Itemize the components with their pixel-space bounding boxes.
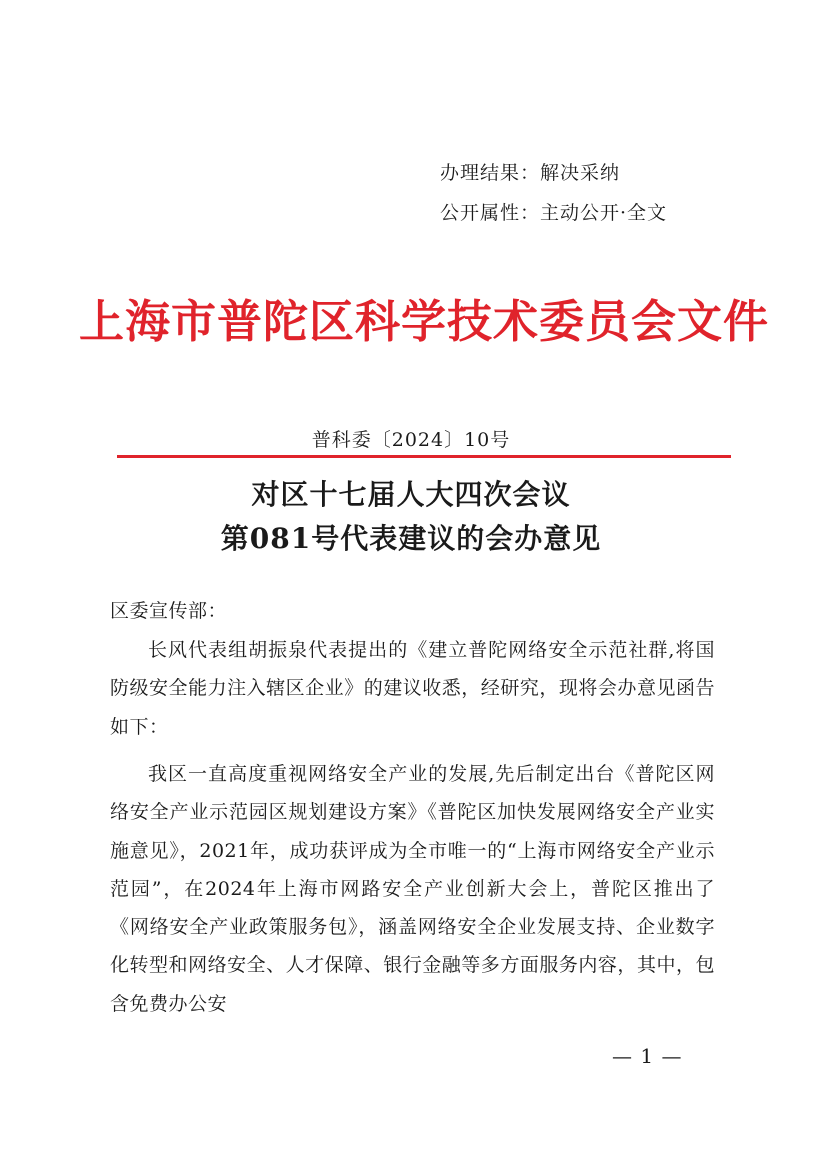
red-divider-rule <box>117 455 731 458</box>
disclosure-attribute: 公开属性：主动公开·全文 <box>440 202 668 224</box>
body-paragraph-2: 我区一直高度重视网络安全产业的发展,先后制定出台《普陀区网络安全产业示范园区规划建设方案》《普陀区加快发展网络安全产业实施意见》，2021年，成功获评成为全市唯一的“上海市网络安全产业示范园”，在2024年上海市网路安全产业创新大会上，普陀区推出了《网络安全产业政策服务包》，涵盖网络安全企业发展支持、企业数字化转型和网络安全、人才保障、银行金融等多方面服务内容，其中，包含免费办公安 <box>110 763 715 1015</box>
handling-result: 办理结果：解决采纳 <box>440 162 621 184</box>
issuer-header: 上海市普陀区科学技术委员会文件 <box>78 295 769 348</box>
document-number: 普科委〔2024〕10号 <box>311 429 511 451</box>
body-paragraph-1: 长风代表组胡振泉代表提出的《建立普陀网络安全示范社群,将国防级安全能力注入辖区企业》的建议收悉，经研究，现将会办意见函告如下： <box>110 639 715 738</box>
salutation: 区委宣传部： <box>110 600 228 622</box>
document-title-line-1: 对区十七届人大四次会议 <box>251 478 571 511</box>
document-title-line-2: 第081号代表建议的会办意见 <box>220 522 602 555</box>
page-number: — 1 — <box>612 1044 683 1068</box>
